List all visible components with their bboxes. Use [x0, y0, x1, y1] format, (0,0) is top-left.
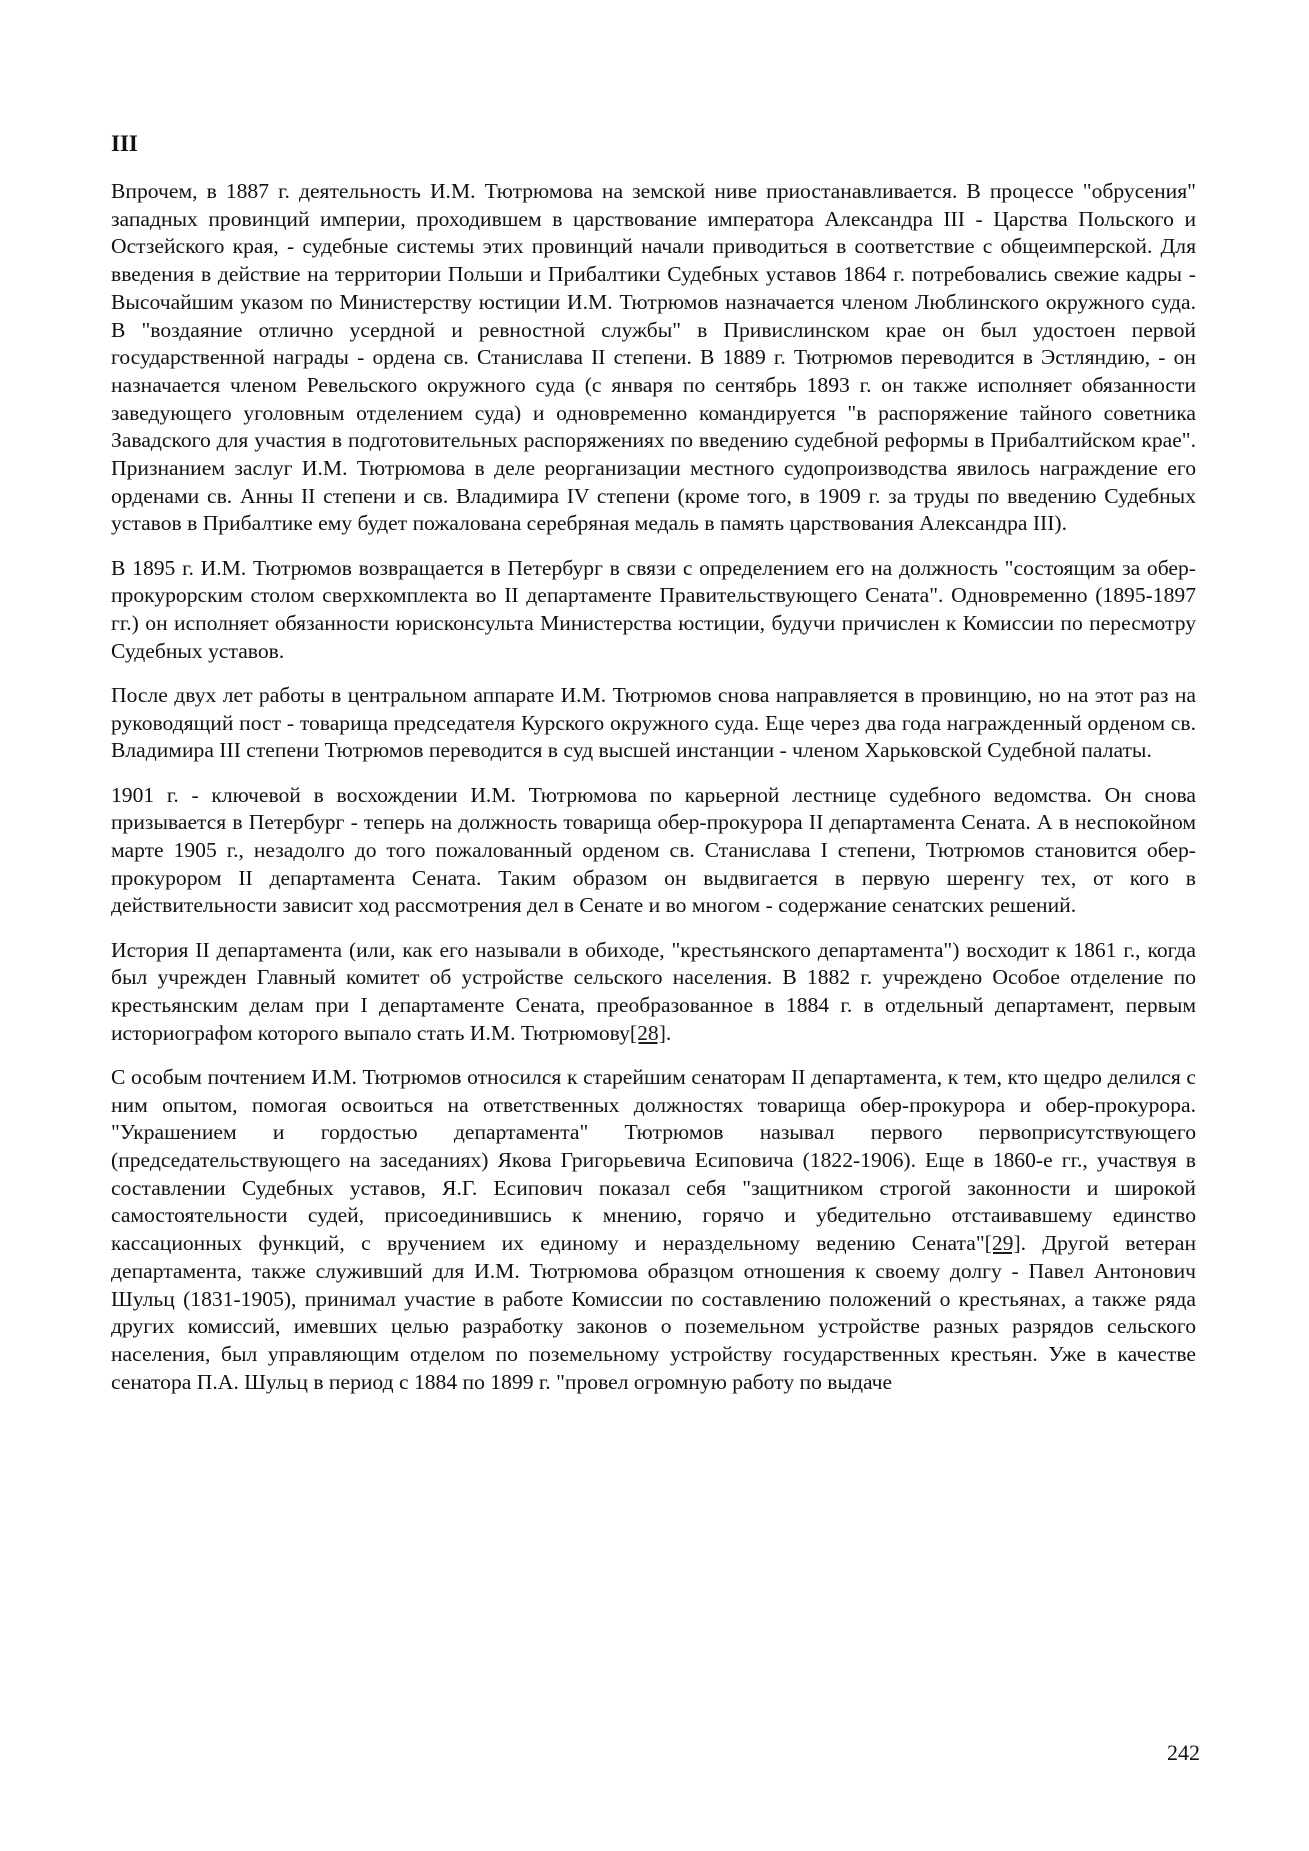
paragraph-1: [111, 178, 1196, 538]
paragraph-text: С особым почтением И.М. Тютрюмов относился к старейшим сенаторам II департамента, к тем, кто щедро делился с ним опытом, помогая освоиться на ответственных должностях товарища обер-прокурора и обер-прокурора. "Украшением и гордостью департамента" Тютрюмов называл первого первоприсутствующего (председательствующего на заседаниях) Якова Григорьевича Есиповича (1822-1906). Еще в 1860-е гг., участвуя в составлении Судебных уставов, Я.Г. Есипович показал себя "защитником строгой законности и широкой самостоятельности судей, присоединившись к мнению, горячо и убедительно отстаивавшему единство кассационных функций, с вручением их единому и нераздельному ведению Сената": [111, 1064, 1196, 1256]
footnote-link-28[interactable]: [28]: [629, 1020, 666, 1045]
paragraph-text: После двух лет работы в центральном аппарате И.М. Тютрюмов снова направляется в провинцию, но на этот раз на руководящий пост - товарища председателя Курского окружного суда. Еще через два года награжденный орденом св. Владимира III степени Тютрюмов переводится в суд высшей инстанции - членом Харьковской Судебной палаты.: [111, 682, 1196, 763]
paragraph-text: Впрочем, в 1887 г. деятельность И.М. Тютрюмова на земской ниве приостанавливается. В процессе "обрусения" западных провинций империи, проходившем в царствование императора Александра III - Царства Польского и Остзейского края, - судебные системы этих провинций начали приводиться в соответствие с общеимперской. Для введения в действие на территории Польши и Прибалтики Судебных уставов 1864 г. потребовались свежие кадры - Высочайшим указом по Министерству юстиции И.М. Тютрюмов назначается членом Люблинского окружного суда. В "воздаяние отлично усердной и ревностной службы" в Привислинском крае он был удостоен первой государственной награды - ордена св. Станислава II степени. В 1889 г. Тютрюмов переводится в Эстляндию, - он назначается членом Ревельского окружного суда (с января по сентябрь 1893 г. он также исполняет обязанности заведующего уголовным отделением суда) и одновременно командируется "в распоряжение тайного советника Завадского для участия в подготовительных распоряжениях по введению судебной реформы в Прибалтийском крае". Признанием заслуг И.М. Тютрюмова в деле реорганизации местного судопроизводства явилось награждение его орденами св. Анны II степени и св. Владимира IV степени (кроме того, в 1909 г. за труды по введению Судебных уставов в Прибалтике ему будет пожалована серебряная медаль в память царствования Александра III).: [111, 179, 1196, 536]
section-heading: III: [111, 131, 138, 156]
paragraph-text-continued: . Другой ветеран департамента, также служивший для И.М. Тютрюмова образцом отношения к своему долгу - Павел Антонович Шульц (1831-1905), принимал участие в работе Комиссии по составлению положений о крестьянах, а также ряда других комиссий, имевших целью разработку законов о поземельном устройстве разных разрядов сельского населения, был управляющим отделом по поземельному устройству государственных крестьян. Уже в качестве сенатора П.А. Шульц в период с 1884 по 1899 г. "провел огромную работу по выдаче: [111, 1231, 1196, 1394]
paragraph-2: [111, 555, 1196, 666]
paragraph-text-end: .: [665, 1020, 672, 1045]
body-text: [111, 178, 1196, 1413]
paragraph-5: [111, 937, 1196, 1048]
paragraph-3: [111, 682, 1196, 765]
paragraph-4: [111, 782, 1196, 921]
paragraph-text: В 1895 г. И.М. Тютрюмов возвращается в Петербург в связи с определением его на должность "состоящим за обер-прокурорским столом сверхкомплекта во II департаменте Правительствующего Сената". Одновременно (1895-1897 гг.) он исполняет обязанности юрисконсульта Министерства юстиции, будучи причислен к Комиссии по пересмотру Судебных уставов.: [111, 555, 1196, 663]
paragraph-text: 1901 г. - ключевой в восхождении И.М. Тютрюмова по карьерной лестнице судебного ведомства. Он снова призывается в Петербург - теперь на должность товарища обер-прокурора II департамента Сената. А в неспокойном марте 1905 г., незадолго до того пожалованный орденом св. Станислава I степени, Тютрюмов становится обер-прокурором II департамента Сената. Таким образом он выдвигается в первую шеренгу тех, от кого в действительности зависит ход рассмотрения дел в Сенате и во многом - содержание сенатских решений.: [111, 782, 1196, 918]
footnote-link-29[interactable]: [29]: [984, 1231, 1021, 1256]
paragraph-6: [111, 1064, 1196, 1396]
page-number: 242: [1167, 1740, 1200, 1765]
paragraph-text: История II департамента (или, как его называли в обиходе, "крестьянского департамента") восходит к 1861 г., когда был учрежден Главный комитет об устройстве сельского населения. В 1882 г. учреждено Особое отделение по крестьянским делам при I департаменте Сената, преобразованное в 1884 г. в отдельный департамент, первым историографом которого выпало стать И.М. Тютрюмову: [111, 937, 1196, 1045]
